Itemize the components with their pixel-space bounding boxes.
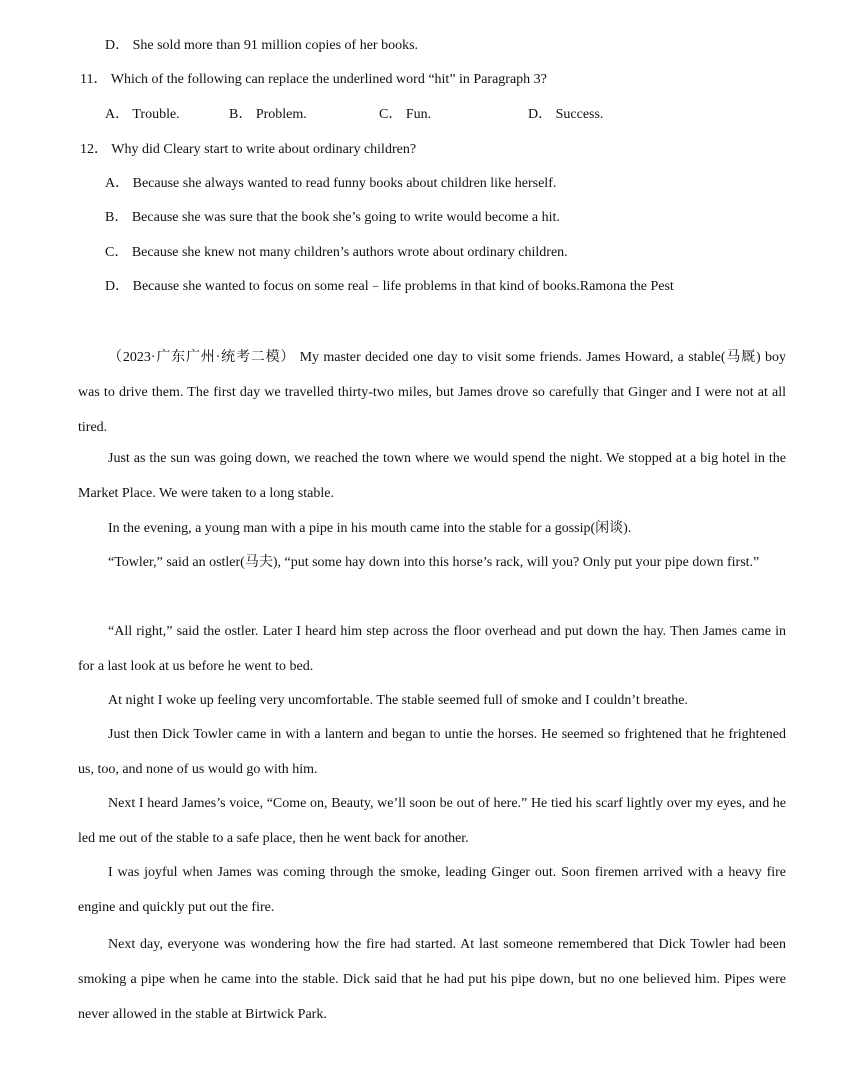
passage-paragraph-1 <box>78 340 786 445</box>
q11-option-a: A． Trouble. <box>105 107 180 122</box>
passage-paragraph-5: “All right,” said the ostler. Later I heard him step across the floor overhead and put down the hay. Then James came in for a last look at us before he went to bed. <box>78 624 786 674</box>
passage-paragraph-2: Just as the sun was going down, we reached the town where we would spend the night. We stopped at a big hotel in the Market Place. We were taken to a long stable. <box>78 451 786 501</box>
passage-paragraph-4: “Towler,” said an ostler(马夫), “put some hay down into this horse’s rack, will you? Only put your pipe down first.” <box>108 555 760 570</box>
q12-option-c: C． Because she knew not many children’s authors wrote about ordinary children. <box>105 245 568 260</box>
passage-paragraph-7: Just then Dick Towler came in with a lantern and began to untie the horses. He seemed so frightened that he frightened us, too, and none of us would go with him. <box>78 727 786 777</box>
passage-paragraph-3: In the evening, a young man with a pipe in his mouth came into the stable for a gossip(闲谈). <box>108 521 632 536</box>
passage-paragraph-1-text: My master decided one day to visit some friends. James Howard, a stable(马厩) boy was to drive them. The first day we travelled thirty-two miles, but James drove so carefully that Ginger and I were not at all tired. <box>78 350 786 435</box>
q11-option-d: D． Success. <box>528 107 604 122</box>
q12-question: 12． Why did Cleary start to write about ordinary children? <box>80 142 417 157</box>
q11-question: 11． Which of the following can replace the underlined word “hit” in Paragraph 3? <box>80 72 547 87</box>
passage-paragraph-10: Next day, everyone was wondering how the fire had started. At last someone remembered that Dick Towler had been smoking a pipe when he came into the stable. Dick said that he had put his pipe down, but no one believed him. Pipes were never allowed in the stable at Birtwick Park. <box>78 937 786 1022</box>
passage-paragraph-6: At night I woke up feeling very uncomfortable. The stable seemed full of smoke and I couldn’t breathe. <box>108 693 688 708</box>
q11-option-c: C． Fun. <box>379 107 432 122</box>
q10-option-d: D． She sold more than 91 million copies of her books. <box>105 38 419 53</box>
passage-source: （2023·广东广州·统考二模） <box>108 350 296 365</box>
passage-paragraph-8: Next I heard James’s voice, “Come on, Beauty, we’ll soon be out of here.” He tied his scarf lightly over my eyes, and he led me out of the stable to a safe place, then he went back for another. <box>78 796 786 846</box>
q12-option-a: A． Because she always wanted to read funny books about children like herself. <box>105 176 557 191</box>
q11-option-b: B． Problem. <box>229 107 307 122</box>
passage-paragraph-9: I was joyful when James was coming through the smoke, leading Ginger out. Soon firemen arrived with a heavy fire engine and quickly put out the fire. <box>78 865 786 915</box>
q12-option-d: D． Because she wanted to focus on some real﹣life problems in that kind of books.Ramona the Pest <box>105 279 674 294</box>
q12-option-b: B． Because she was sure that the book she’s going to write would become a hit. <box>105 210 560 225</box>
